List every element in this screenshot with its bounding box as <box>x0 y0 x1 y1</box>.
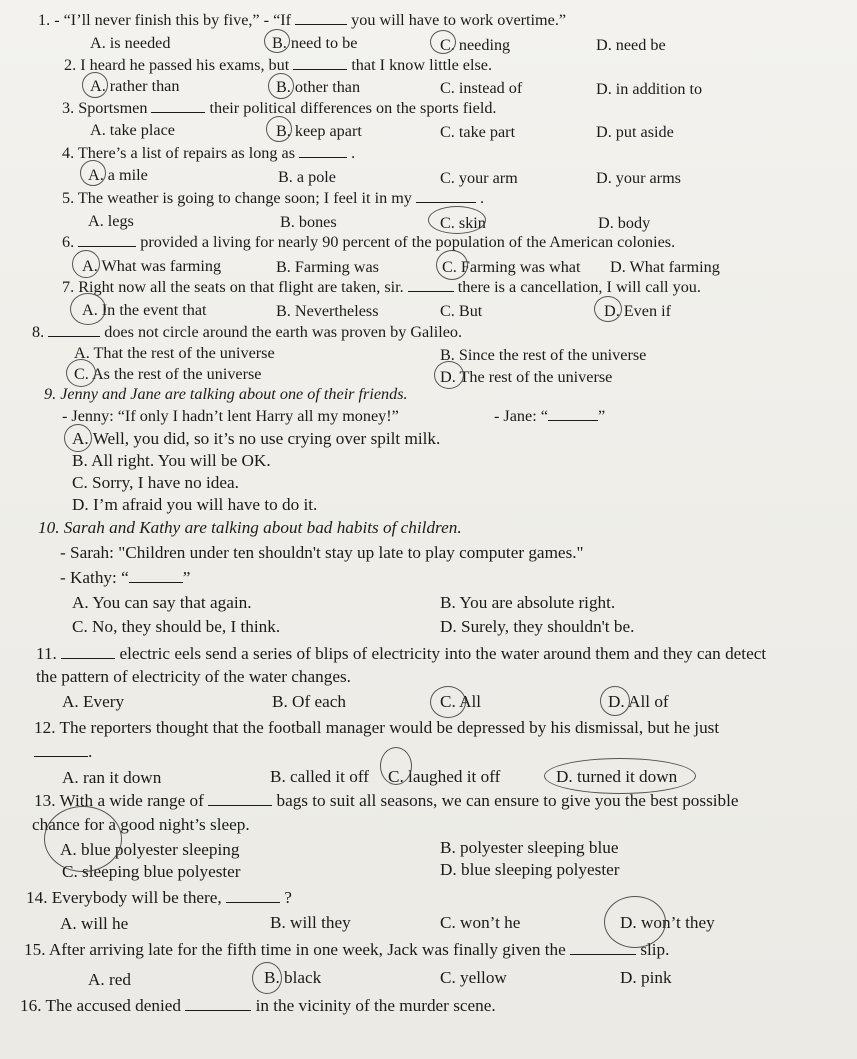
q13-option-c[interactable]: C. sleeping blue polyester <box>62 862 241 881</box>
q7-option-a[interactable]: A. In the event that <box>82 301 207 319</box>
q12-option-b[interactable]: B. called it off <box>270 767 369 786</box>
q14-option-c[interactable]: C. won’t he <box>440 913 521 932</box>
q2-option-d[interactable]: D. in addition to <box>596 80 703 98</box>
q10-option-d[interactable]: D. Surely, they shouldn't be. <box>440 617 635 636</box>
q13-option-d[interactable]: D. blue sleeping polyester <box>440 860 620 879</box>
q9-option-d[interactable]: D. I’m afraid you will have to do it. <box>72 495 318 514</box>
q13-option-b[interactable]: B. polyester sleeping blue <box>440 838 619 857</box>
q15-option-d[interactable]: D. pink <box>620 968 672 987</box>
q11-option-b[interactable]: B. Of each <box>272 692 346 711</box>
q15-option-c[interactable]: C. yellow <box>440 968 507 987</box>
q6-option-b[interactable]: B. Farming was <box>276 258 379 276</box>
q4-option-b[interactable]: B. a pole <box>278 168 336 186</box>
q5-option-a[interactable]: A. legs <box>88 212 134 230</box>
q4-option-d[interactable]: D. your arms <box>596 169 681 187</box>
q7-option-b[interactable]: B. Nevertheless <box>276 302 379 320</box>
q14-option-b[interactable]: B. will they <box>270 913 351 932</box>
q4-option-a[interactable]: A. a mile <box>88 166 148 184</box>
q10-option-c[interactable]: C. No, they should be, I think. <box>72 617 281 636</box>
q8-option-b[interactable]: B. Since the rest of the universe <box>440 346 647 364</box>
q1-option-d[interactable]: D. need be <box>596 36 666 54</box>
q2-stem: 2. I heard he passed his exams, but that I know little else. <box>64 56 493 74</box>
q11-option-c[interactable]: C. All <box>440 692 482 711</box>
q9-dialogue-jenny: - Jenny: “If only I hadn’t lent Harry all my money!” <box>62 407 399 425</box>
q13-stem: 13. With a wide range of bags to suit all seasons, we can ensure to give you the best possible <box>34 791 739 810</box>
q12-stem-line2: . <box>34 742 92 762</box>
q9-stem: 9. Jenny and Jane are talking about one of their friends. <box>44 385 408 403</box>
q13-option-a[interactable]: A. blue polyester sleeping <box>60 840 240 859</box>
q6-option-d[interactable]: D. What farming <box>610 258 720 276</box>
q4-stem: 4. There’s a list of repairs as long as . <box>62 144 356 162</box>
q14-option-d[interactable]: D. won’t they <box>620 913 715 932</box>
q4-option-c[interactable]: C. your arm <box>440 169 518 187</box>
q3-stem: 3. Sportsmen their political differences on the sports field. <box>62 99 497 117</box>
q15-option-b[interactable]: B. black <box>264 968 322 987</box>
q7-option-c[interactable]: C. But <box>440 302 483 320</box>
q9-option-b[interactable]: B. All right. You will be OK. <box>72 451 271 470</box>
q9-option-a[interactable]: A. Well, you did, so it’s no use crying over spilt milk. <box>72 429 441 448</box>
q1-stem: 1. - “I’ll never finish this by five,” - “If you will have to work overtime.” <box>38 11 567 29</box>
q10-option-b[interactable]: B. You are absolute right. <box>440 593 616 612</box>
q7-stem: 7. Right now all the seats on that flight are taken, sir. there is a cancellation, I will call you. <box>62 278 701 296</box>
q5-option-b[interactable]: B. bones <box>280 213 337 231</box>
q2-option-a[interactable]: A. rather than <box>90 77 180 95</box>
q10-stem: 10. Sarah and Kathy are talking about bad habits of children. <box>38 518 462 537</box>
q2-option-c[interactable]: C. instead of <box>440 79 523 97</box>
q16-stem: 16. The accused denied in the vicinity of the murder scene. <box>20 996 496 1015</box>
q15-stem: 15. After arriving late for the fifth time in one week, Jack was finally given the slip. <box>24 940 670 959</box>
q5-option-c[interactable]: C. skin <box>440 214 486 232</box>
q9-option-c[interactable]: C. Sorry, I have no idea. <box>72 473 239 492</box>
q11-option-d[interactable]: D. All of <box>608 692 669 711</box>
q1-option-c[interactable]: C. needing <box>440 36 511 54</box>
q9-dialogue-jane: - Jane: “ ” <box>494 407 606 425</box>
q10-dialogue-sarah: - Sarah: "Children under ten shouldn't stay up late to play computer games." <box>60 543 584 562</box>
q12-stem: 12. The reporters thought that the football manager would be depressed by his dismissal, but he just <box>34 718 720 737</box>
q11-option-a[interactable]: A. Every <box>62 692 125 711</box>
q7-option-d[interactable]: D. Even if <box>604 302 671 320</box>
q3-option-a[interactable]: A. take place <box>90 121 175 139</box>
q10-dialogue-kathy: - Kathy: “ ” <box>60 568 191 587</box>
q15-option-a[interactable]: A. red <box>88 970 131 989</box>
q8-stem: 8. does not circle around the earth was proven by Galileo. <box>32 323 463 341</box>
q12-option-c[interactable]: C. laughed it off <box>388 767 501 786</box>
q14-option-a[interactable]: A. will he <box>60 914 129 933</box>
q5-stem: 5. The weather is going to change soon; I feel it in my . <box>62 189 485 207</box>
q12-option-d[interactable]: D. turned it down <box>556 767 678 786</box>
q8-option-c[interactable]: C. As the rest of the universe <box>74 365 262 383</box>
q3-option-c[interactable]: C. take part <box>440 123 516 141</box>
q1-option-b[interactable]: B. need to be <box>272 34 358 52</box>
q11-stem-line2: the pattern of electricity of the water changes. <box>36 667 351 686</box>
q6-option-a[interactable]: A. What was farming <box>82 257 222 275</box>
q5-option-d[interactable]: D. body <box>598 214 651 232</box>
q3-option-d[interactable]: D. put aside <box>596 123 674 141</box>
q13-stem-line2: chance for a good night’s sleep. <box>32 815 250 834</box>
q3-option-b[interactable]: B. keep apart <box>276 122 362 140</box>
q6-stem: 6. provided a living for nearly 90 percent of the population of the American colonies. <box>62 233 676 251</box>
q8-option-a[interactable]: A. That the rest of the universe <box>74 344 275 362</box>
q12-option-a[interactable]: A. ran it down <box>62 768 162 787</box>
q11-stem: 11. electric eels send a series of blips of electricity into the water around them and they can detect <box>36 644 767 663</box>
q10-option-a[interactable]: A. You can say that again. <box>72 593 252 612</box>
q1-option-a[interactable]: A. is needed <box>90 34 171 52</box>
q14-stem: 14. Everybody will be there, ? <box>26 888 292 907</box>
q8-option-d[interactable]: D. The rest of the universe <box>440 368 613 386</box>
q2-option-b[interactable]: B. other than <box>276 78 361 96</box>
q6-option-c[interactable]: C. Farming was what <box>442 258 581 276</box>
